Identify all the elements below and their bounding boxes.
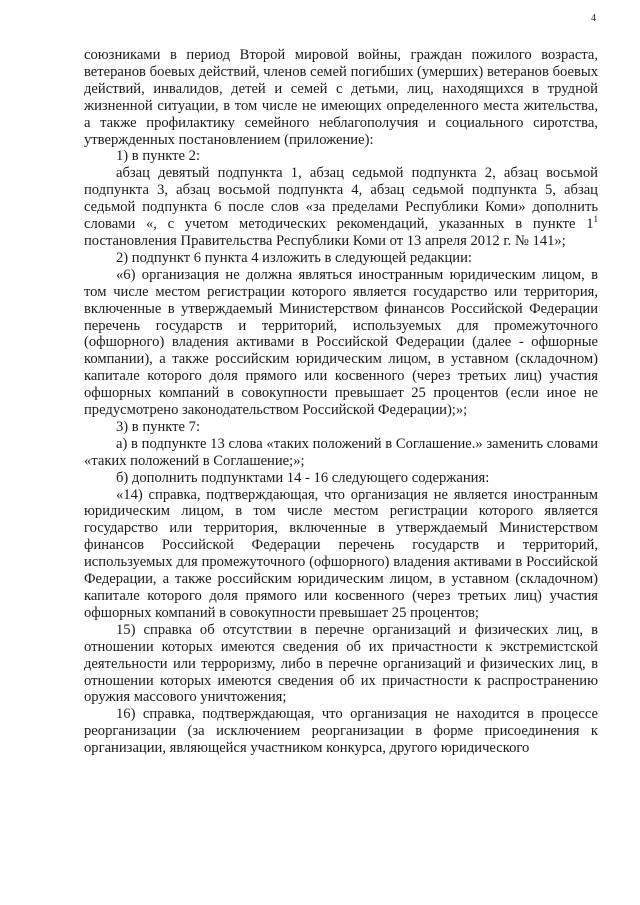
document-body	[84, 47, 598, 757]
paragraph-item-3: 3) в пункте 7:	[116, 418, 201, 435]
paragraph-subitem-16: 16) справка, подтверждающая, что организация не находится в процессе реорганизации (за исключением реорганизации в форме присоединения к организации, являющейся участником конкурса, другого юридического	[84, 706, 598, 757]
paragraph-item-1-text-tail: постановления Правительства Республики Коми от 13 апреля 2012 г. № 141»;	[84, 232, 566, 249]
paragraph-item-1: 1) в пункте 2:	[116, 148, 201, 165]
paragraph-subitem-14: «14) справка, подтверждающая, что организация не является иностранным юридическим лицом, в том числе местом регистрации которого является государство или территория, включенные в утверждаемый Министерством финансов Российской Федерации перечень государств и территорий, используемых для промежуточного (офшорного) владения активами в Российской Федерации, а также российским юридическим лицом, в уставном (складочном) капитале которого доля прямого или косвенного (через третьих лиц) участия офшорных компаний в совокупности превышает 25 процентов;	[84, 486, 598, 621]
footnote-superscript: 1	[593, 214, 598, 225]
paragraph-intro-continuation: союзниками в период Второй мировой войны, граждан пожилого возраста, ветеранов боевых действий, членов семей погибших (умерших) ветеранов боевых действий, инвалидов, детей и семей с детьми, лиц, находящихся в трудной жизненной ситуации, в том числе не имеющих определенного места жительства, а также профилактику семейного неблагополучия и социального сиротства, утвержденных постановлением (приложение):	[84, 47, 598, 148]
paragraph-item-1-text-main: абзац девятый подпункта 1, абзац седьмой подпункта 2, абзац восьмой подпункта 3, абзац восьмой подпункта 4, абзац седьмой подпункта 5, абзац седьмой подпункта 6 после слов «за пределами Республики Коми» дополнить словами «, с учетом методических рекомендаций, указанных в пункте 1	[84, 165, 598, 233]
paragraph-item-2: 2) подпункт 6 пункта 4 изложить в следующей редакции:	[116, 249, 472, 266]
page-number: 4	[591, 13, 596, 24]
paragraph-item-2-quote: «6) организация не должна являться иностранным юридическим лицом, в том числе местом регистрации которого является государство или территория, включенные в утверждаемый Министерством финансов Российской Федерации перечень государств и территорий, используемых для промежуточного (офшорного) владения активами в Российской Федерации (далее - офшорные компании), а также российским юридическим лицом, в уставном (складочном) капитале которого доля прямого или косвенного (через третьих лиц) участия офшорных компаний в совокупности превышает 25 процентов (если иное не предусмотрено законодательством Российской Федерации);»;	[84, 266, 598, 419]
paragraph-item-3b: б) дополнить подпунктами 14 - 16 следующего содержания:	[116, 469, 490, 486]
paragraph-item-1-text	[84, 165, 598, 250]
paragraph-subitem-15: 15) справка об отсутствии в перечне организаций и физических лиц, в отношении которых имеются сведения об их причастности к экстремистской деятельности или терроризму, либо в перечне организаций и физических лиц, в отношении которых имеются сведения об их причастности к распространению оружия массового уничтожения;	[84, 621, 598, 706]
paragraph-item-3a: а) в подпункте 13 слова «таких положений в Соглашение.» заменить словами «таких положений в Соглашение;»;	[84, 435, 598, 469]
